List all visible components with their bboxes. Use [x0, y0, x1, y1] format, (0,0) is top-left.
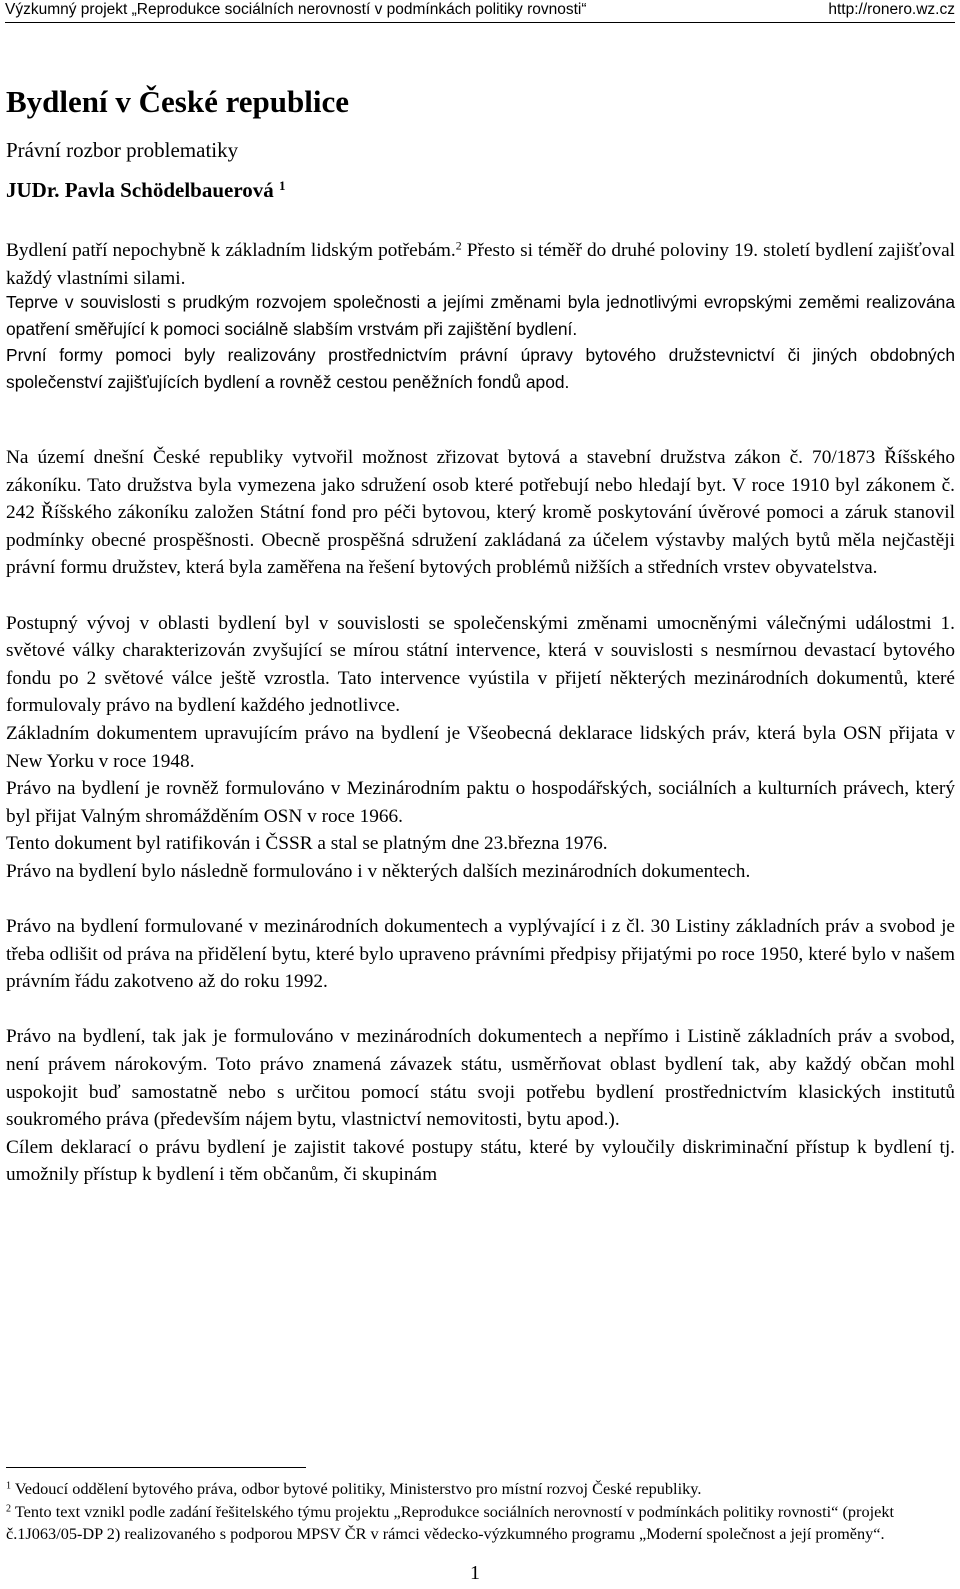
- author: [6, 176, 286, 204]
- paragraph-9: Právo na bydlení bylo následně formulováno i v některých dalších mezinárodních dokumentech.: [6, 860, 751, 882]
- paragraph-7: Právo na bydlení je rovněž formulováno v Mezinárodním paktu o hospodářských, sociálních a kulturních právech, který byl přijat Valným shromážděním OSN v roce 1966.: [6, 778, 955, 827]
- paragraph-8: Tento dokument byl ratifikován i ČSSR a stal se platným dne 23.března 1976.: [6, 833, 608, 855]
- page-number: 1: [470, 1562, 480, 1584]
- paragraph-10: Právo na bydlení formulované v mezinárodních dokumentech a vyplývající i z čl. 30 Listiny základních práv a svobod je třeba odlišit od práva na přidělení bytu, které bylo upraveno právními předpisy přijatými po roce 1950, které bylo v našem právním řádu zakotveno až do roku 1992.: [6, 916, 955, 993]
- paragraph-4: Na území dnešní České republiky vytvořil možnost zřizovat bytová a stavební družstva zákon č. 70/1873 Říšského zákoníku. Tato družstva byla vymezena jako sdružení osob které potřebují nebo hledají byt. V roce 1910 byl zákonem č. 242 Říšského zákoníku založen Státní fond pro péči bytovou, který kromě poskytování úvěrové pomoci a záruk stanovil podmínky obecné prospěšnosti. Obecně prospěšná sdružení zakládaná za účelem výstavby malých bytů měla nejčastěji právní formu družstev, která byla zaměřena na řešení bytových problémů nižších a středních vrstev obyvatelstva.: [6, 447, 955, 579]
- body-text-block-1: [6, 237, 955, 292]
- paragraph-12: Cílem deklarací o právu bydlení je zajistit takové postupy státu, které by vyloučily diskriminační přístup k bydlení tj. umožnily přístup k bydlení i těm občanům, či skupinám: [6, 1136, 955, 1186]
- footnote-1-number: 1: [6, 1480, 12, 1492]
- footnote-2-number: 2: [6, 1502, 12, 1514]
- paragraph-6: Základním dokumentem upravujícím právo na bydlení je Všeobecná deklarace lidských práv, která byla OSN přijata v New Yorku v roce 1948.: [6, 722, 955, 772]
- footnote-2: [6, 1501, 951, 1546]
- paragraph-intro-b: Přesto si téměř do druhé poloviny 19. století bydlení zajišťoval každý vlastními silami.: [6, 240, 956, 289]
- footnote-1-text: Vedoucí oddělení bytového práva, odbor bytové politiky, Ministerstvo pro místní rozvoj České republiky.: [11, 1479, 702, 1498]
- footnote-ref-1: 1: [279, 177, 286, 193]
- paragraph-11: Právo na bydlení, tak jak je formulováno v mezinárodních dokumentech a nepřímo i Listině základních práv a svobod, není právem nárokovým. Toto právo znamená závazek státu, usměrňovat oblast bydlení tak, aby každý občan mohl uspokojit buď samostatně nebo s určitou pomocí státu svoji potřebu bydlení prostřednictvím klasických institutů soukromého práva (především nájem bytu, vlastnictví nemovitosti, bytu apod.).: [6, 1026, 955, 1131]
- page-header: [5, 0, 955, 23]
- header-url: http://ronero.wz.cz: [828, 1, 955, 18]
- body-text-sans: [6, 289, 955, 395]
- document-title: Bydlení v České republice: [6, 84, 350, 119]
- footnote-divider: [6, 1467, 306, 1468]
- paragraph-intro-a: Bydlení patří nepochybně k základním lidským potřebám.: [6, 240, 456, 261]
- footnotes: [6, 1478, 951, 1546]
- paragraph-3: První formy pomoci byly realizovány prostřednictvím právní úpravy bytového družstevnictví či jiných obdobných společenství zajišťujících bydlení a rovněž cestou peněžních fondů apod.: [6, 345, 955, 392]
- document-subtitle: Právní rozbor problematiky: [6, 138, 239, 162]
- footnote-2-text: Tento text vznikl podle zadání řešitelského týmu projektu „Reprodukce sociálních nerovností v podmínkách politiky rovnosti“ (projekt č.1J063/05-DP 2) realizovaného s podporou MPSV ČR v rámci vědecko-výzkumného programu „Moderní společnost a její proměny“.: [6, 1501, 895, 1543]
- paragraph-2: Teprve v souvislosti s prudkým rozvojem společnosti a jejími změnami byla jednotlivými evropskými zeměmi realizována opatření směřující k pomoci sociálně slabším vrstvám při zajištění bydlení.: [6, 292, 955, 339]
- header-project-title: Výzkumný projekt „Reprodukce sociálních nerovností v podmínkách politiky rovnosti“: [5, 1, 587, 18]
- footnote-ref-2: 2: [455, 238, 462, 253]
- paragraph-intro: [6, 237, 955, 292]
- author-name: JUDr. Pavla Schödelbauerová: [6, 178, 274, 202]
- paragraph-5: Postupný vývoj v oblasti bydlení byl v souvislosti se společenskými změnami umocněnými válečnými událostmi 1. světové války charakterizován zvyšující se mírou státní intervence, která v souvislosti s nesmírnou devastací bytového fondu po 2 světové válce ještě vzrostla. Tato intervence vyústila v přijetí některých mezinárodních dokumentů, které formulovaly právo na bydlení každého jednotlivce.: [6, 612, 955, 717]
- footnote-1: [6, 1478, 951, 1501]
- body-text-block-2: [6, 444, 955, 1189]
